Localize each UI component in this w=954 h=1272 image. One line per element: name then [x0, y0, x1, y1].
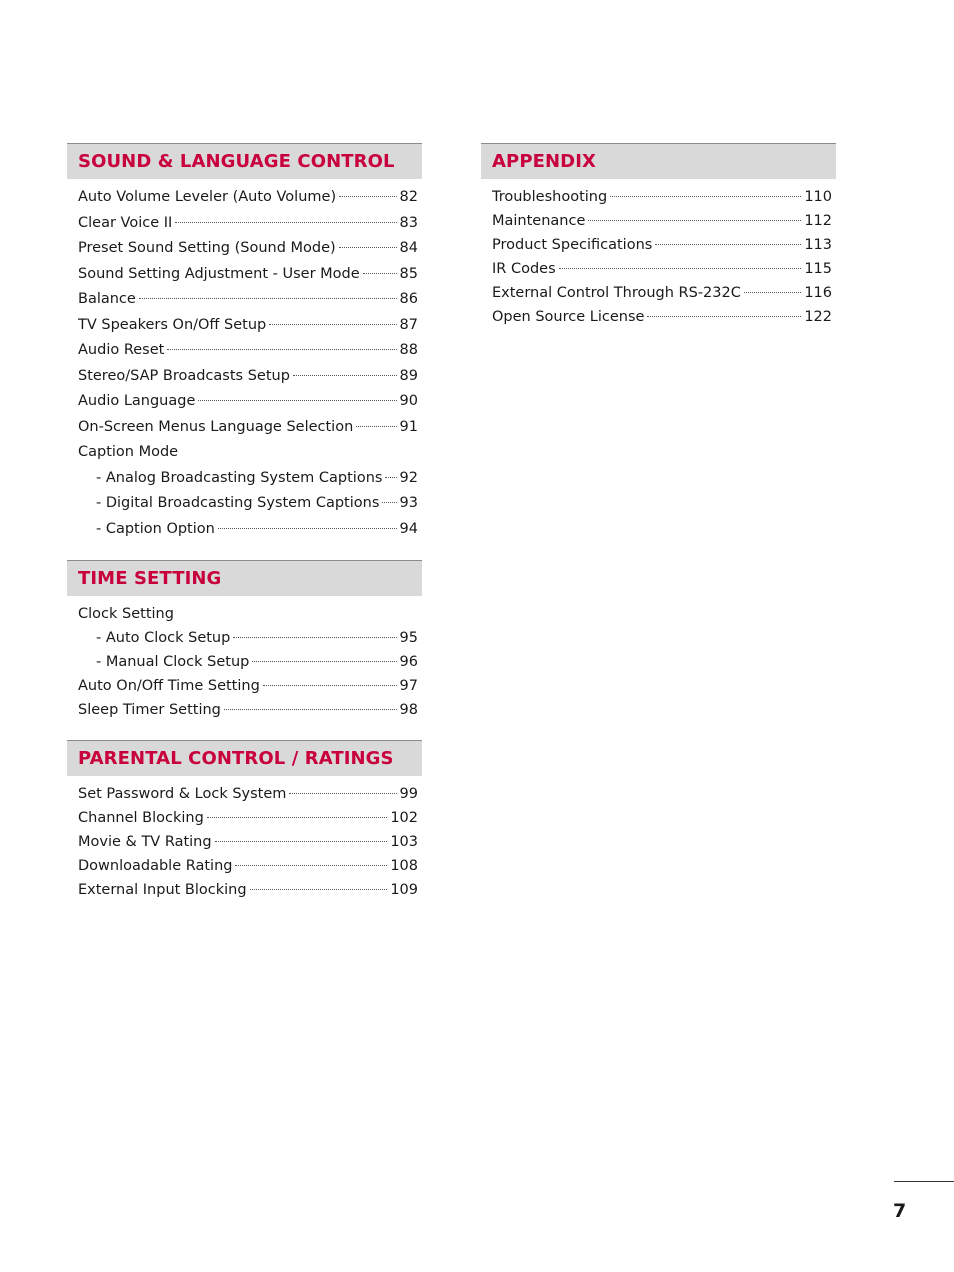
toc-entry-title: Open Source License: [492, 309, 645, 325]
toc-entry-title: Stereo/SAP Broadcasts Setup: [78, 367, 290, 384]
toc-entry-list: [67, 776, 422, 906]
toc-entry-page: 95: [399, 630, 418, 646]
toc-entry-title: - Digital Broadcasting System Captions: [96, 495, 380, 511]
toc-entry-title: External Control Through RS-232C: [492, 285, 741, 301]
right-column: [481, 143, 836, 347]
section-header: [67, 560, 422, 596]
toc-entry-page: 84: [399, 240, 418, 256]
toc-entry-page: 116: [804, 285, 832, 301]
toc-entry-title: Troubleshooting: [492, 189, 608, 205]
toc-entry-title: Sleep Timer Setting: [78, 702, 221, 718]
dot-leader: [385, 477, 396, 478]
dot-leader: [289, 793, 396, 794]
dot-leader: [224, 709, 397, 710]
toc-entry-title: TV Speakers On/Off Setup: [78, 316, 267, 333]
toc-entry-title: Auto Volume Leveler (Auto Volume): [78, 189, 337, 205]
toc-entry[interactable]: [78, 698, 418, 722]
dot-leader: [339, 247, 397, 248]
toc-entry-title: IR Codes: [492, 261, 556, 277]
toc-entry[interactable]: [492, 209, 832, 233]
toc-entry-title: Movie & TV Rating: [78, 834, 212, 850]
toc-entry-title: Audio Reset: [78, 342, 165, 358]
toc-entry[interactable]: [78, 878, 418, 902]
dot-leader: [263, 685, 397, 686]
toc-entry-title: Clear Voice II: [78, 214, 173, 231]
toc-entry[interactable]: [78, 440, 418, 466]
toc-entry-page: 94: [399, 520, 418, 537]
toc-entry[interactable]: [78, 364, 418, 390]
toc-entry[interactable]: [78, 466, 418, 492]
section-title: SOUND & LANGUAGE CONTROL: [78, 151, 395, 172]
section-parental-control-ratings: [67, 740, 422, 906]
toc-entry-page: 83: [399, 214, 418, 231]
toc-entry-title: Caption Mode: [78, 444, 179, 460]
section-title: TIME SETTING: [78, 568, 222, 589]
section-title: APPENDIX: [492, 151, 596, 172]
dot-leader: [293, 375, 397, 376]
toc-entry[interactable]: [78, 338, 418, 364]
toc-entry[interactable]: [78, 782, 418, 806]
toc-entry-title: Sound Setting Adjustment - User Mode: [78, 265, 360, 282]
page-number: 7: [893, 1200, 907, 1222]
section-header: [481, 143, 836, 179]
toc-entry-page: 92: [399, 469, 418, 486]
toc-entry-title: - Auto Clock Setup: [96, 630, 231, 646]
dot-leader: [218, 528, 397, 529]
toc-entry[interactable]: [78, 602, 418, 626]
dot-leader: [269, 324, 396, 325]
dot-leader: [339, 196, 396, 197]
toc-entry-page: 115: [804, 261, 832, 277]
toc-entry-page: 122: [804, 309, 832, 325]
toc-entry[interactable]: [78, 287, 418, 313]
toc-entry-title: Set Password & Lock System: [78, 786, 287, 802]
dot-leader: [250, 889, 388, 890]
toc-entry-title: Balance: [78, 291, 136, 307]
toc-entry-page: 112: [804, 213, 832, 229]
toc-entry[interactable]: [492, 305, 832, 329]
toc-entry[interactable]: [78, 236, 418, 262]
toc-entry-title: Audio Language: [78, 393, 196, 409]
toc-entry-title: Auto On/Off Time Setting: [78, 678, 260, 694]
toc-entry-title: Clock Setting: [78, 606, 174, 622]
toc-entry-list: [67, 179, 422, 546]
dot-leader: [610, 196, 801, 197]
section-header: [67, 740, 422, 776]
toc-entry-page: 87: [399, 316, 418, 333]
toc-entry-page: 108: [390, 858, 418, 874]
toc-entry[interactable]: [78, 313, 418, 339]
toc-entry-page: 109: [390, 882, 418, 898]
toc-entry-page: 85: [399, 265, 418, 282]
toc-entry-title: Product Specifications: [492, 237, 653, 253]
dot-leader: [559, 268, 802, 269]
toc-entry-title: Downloadable Rating: [78, 858, 233, 874]
toc-entry-page: 90: [399, 393, 418, 409]
dot-leader: [655, 244, 801, 245]
dot-leader: [647, 316, 801, 317]
toc-entry-title: - Analog Broadcasting System Captions: [96, 469, 383, 486]
toc-entry-page: 113: [804, 237, 832, 253]
section-title: PARENTAL CONTROL / RATINGS: [78, 748, 394, 769]
toc-entry-title: Preset Sound Setting (Sound Mode): [78, 240, 336, 256]
dot-leader: [207, 817, 388, 818]
toc-entry-title: - Caption Option: [96, 520, 215, 537]
toc-entry[interactable]: [78, 415, 418, 441]
toc-entry-page: 89: [399, 367, 418, 384]
section-sound-language-control: [67, 143, 422, 546]
toc-entry-page: 91: [399, 418, 418, 435]
toc-entry[interactable]: [78, 517, 418, 543]
toc-entry[interactable]: [78, 491, 418, 517]
dot-leader: [588, 220, 801, 221]
toc-entry-title: On-Screen Menus Language Selection: [78, 418, 354, 435]
toc-entry-page: 88: [399, 342, 418, 358]
toc-entry-page: 102: [390, 810, 418, 826]
left-column: [67, 143, 422, 920]
toc-entry[interactable]: [78, 674, 418, 698]
toc-entry-page: 103: [390, 834, 418, 850]
dot-leader: [175, 222, 396, 223]
toc-entry[interactable]: [78, 650, 418, 674]
toc-entry[interactable]: [78, 806, 418, 830]
toc-entry-page: 86: [399, 291, 418, 307]
toc-entry[interactable]: [492, 281, 832, 305]
toc-entry[interactable]: [78, 211, 418, 237]
section-appendix: [481, 143, 836, 333]
toc-entry-page: 98: [399, 702, 418, 718]
dot-leader: [233, 637, 396, 638]
toc-entry[interactable]: [78, 854, 418, 878]
toc-entry-title: Maintenance: [492, 213, 586, 229]
toc-entry-page: 82: [399, 189, 418, 205]
toc-entry-page: 99: [399, 786, 418, 802]
toc-entry[interactable]: [78, 830, 418, 854]
dot-leader: [198, 400, 396, 401]
footer-rule: [894, 1181, 954, 1182]
toc-entry-title: - Manual Clock Setup: [96, 654, 250, 670]
toc-entry[interactable]: [492, 185, 832, 209]
section-time-setting: [67, 560, 422, 726]
toc-entry-page: 96: [399, 654, 418, 670]
dot-leader: [167, 349, 396, 350]
toc-entry-page: 97: [399, 678, 418, 694]
toc-entry[interactable]: [492, 233, 832, 257]
toc-entry-page: 110: [804, 189, 832, 205]
section-header: [67, 143, 422, 179]
toc-entry-title: External Input Blocking: [78, 882, 247, 898]
dot-leader: [382, 502, 396, 503]
toc-entry[interactable]: [78, 185, 418, 211]
toc-entry-page: 93: [399, 495, 418, 511]
dot-leader: [252, 661, 396, 662]
dot-leader: [744, 292, 801, 293]
dot-leader: [356, 426, 396, 427]
dot-leader: [235, 865, 387, 866]
toc-entry-list: [481, 179, 836, 333]
toc-entry-list: [67, 596, 422, 726]
dot-leader: [139, 298, 397, 299]
dot-leader: [363, 273, 397, 274]
toc-entry[interactable]: [78, 262, 418, 288]
toc-entry[interactable]: [492, 257, 832, 281]
toc-entry-title: Channel Blocking: [78, 810, 204, 826]
toc-entry[interactable]: [78, 626, 418, 650]
dot-leader: [215, 841, 388, 842]
toc-entry[interactable]: [78, 389, 418, 415]
